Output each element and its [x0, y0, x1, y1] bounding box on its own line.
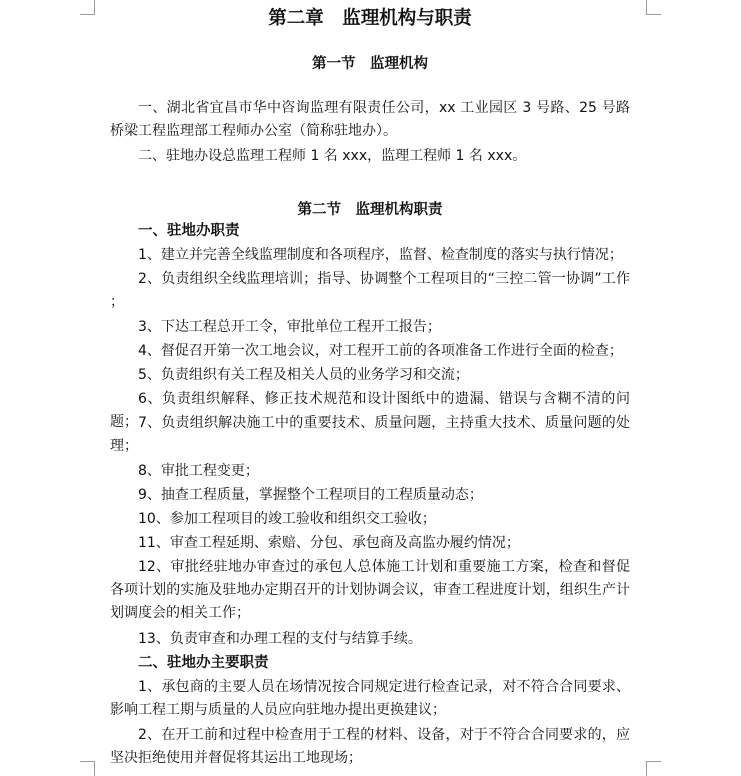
- section-title-organization: 第一节 监理机构: [312, 56, 428, 72]
- section-title-duties: 第二节 监理机构职责: [297, 202, 443, 218]
- list-item: 7、负责组织解决施工中的重要技术、质量问题，主持重大技术、质量问题的处理；: [110, 415, 630, 454]
- list-item: 1、建立并完善全线监理制度和各项程序，监督、检查制度的落实与执行情况；: [138, 247, 623, 263]
- list-item: 12、审批经驻地办审查过的承包人总体施工计划和重要施工方案，检查和督促各项计划的实施及驻地办定期召开的计划协调会议，审查工程进度计划，组织生产计划调度会的相关工作；: [110, 559, 630, 621]
- chapter-title: 第二章 监理机构与职责: [268, 8, 472, 29]
- list-item: 2、负责组织全线监理培训；指导、协调整个工程项目的“三控二管一协调”工作 ；: [110, 271, 630, 310]
- page-corner-mark-top-left: [80, 0, 95, 15]
- list-item: 10、参加工程项目的竣工验收和组织交工验收；: [138, 511, 436, 527]
- list-item: 9、抽查工程质量，掌握整个工程项目的工程质量动态；: [138, 487, 483, 503]
- subheading-main-duties: 二、驻地办主要职责: [138, 655, 269, 671]
- list-item: 3、下达工程总开工令，审批单位工程开工报告；: [138, 319, 441, 335]
- page-corner-mark-bottom-left: [80, 761, 95, 776]
- list-item: 11、审查工程延期、索赔、分包、承包商及高监办履约情况；: [138, 535, 520, 551]
- paragraph: 二、驻地办设总监理工程师 1 名 xxx，监理工程师 1 名 xxx。: [138, 148, 527, 164]
- paragraph: 一、湖北省宜昌市华中咨询监理有限责任公司，xx 工业园区 3 号路、25 号路桥梁工程监理部工程师办公室（简称驻地办）。: [110, 100, 630, 139]
- list-item: 13、负责审查和办理工程的支付与结算手续。: [138, 631, 422, 647]
- list-item: 1、承包商的主要人员在场情况按合同规定进行检查记录，对不符合合同要求、影响工程工期与质量的人员应向驻地办提出更换建议；: [110, 679, 630, 718]
- list-item: 4、督促召开第一次工地会议，对工程开工前的各项准备工作进行全面的检查；: [138, 343, 623, 359]
- page-corner-mark-top-right: [646, 0, 661, 15]
- subheading-office-duties: 一、驻地办职责: [138, 223, 240, 239]
- list-item: 8、审批工程变更；: [138, 463, 259, 479]
- page-corner-mark-bottom-right: [646, 761, 661, 776]
- list-item: 5、负责组织有关工程及相关人员的业务学习和交流；: [138, 367, 469, 383]
- list-item: 6、负责组织解释、修正技术规范和设计图纸中的遗漏、错误与含糊不清的问题；: [110, 391, 630, 430]
- list-item: 2、在开工前和过程中检查用于工程的材料、设备，对于不符合合同要求的，应坚决拒绝使用并督促将其运出工地现场；: [110, 727, 630, 766]
